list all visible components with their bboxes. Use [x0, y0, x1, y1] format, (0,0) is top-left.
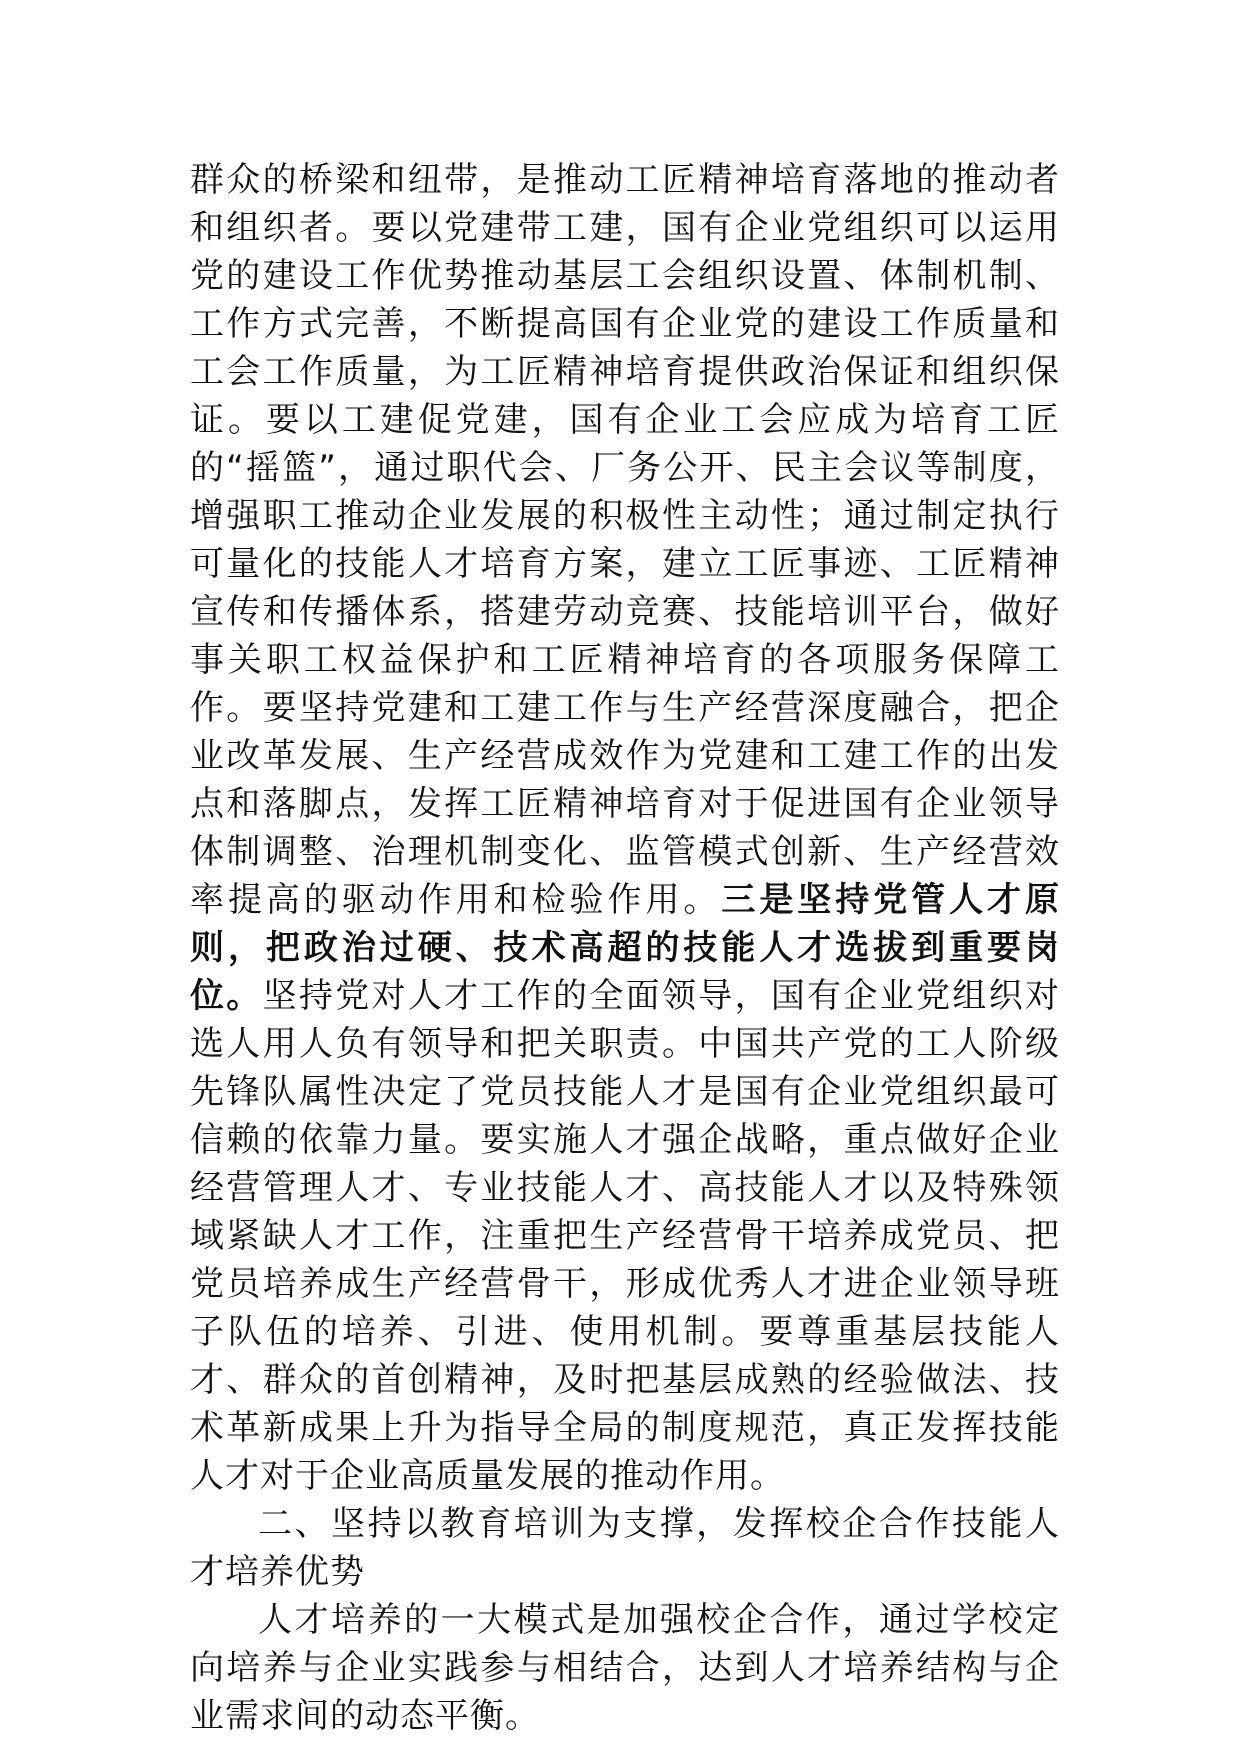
bold-heading-point-three: 三是坚持党管人才原则，把政治过硬、技术高超的技能人才选拔到重要岗位。 [190, 880, 1061, 1016]
document-body [190, 156, 1060, 1740]
body-paragraph-party-talent [190, 156, 1060, 1500]
paragraph-text-part1: 群众的桥梁和纽带，是推动工匠精神培育落地的推动者和组织者。要以党建带工建，国有企业党组织可以运用党的建设工作优势推动基层工会组织设置、体制机制、工作方式完善，不断提高国有企业党的建设工作质量和工会工作质量，为工匠精神培育提供政治保证和组织保证。要以工建促党建，国有企业工会应成为培育工匠的“摇篮”，通过职代会、厂务公开、民主会议等制度，增强职工推动企业发展的积极性主动性；通过制定执行可量化的技能人才培育方案，建立工匠事迹、工匠精神宣传和传播体系，搭建劳动竞赛、技能培训平台，做好事关职工权益保护和工匠精神培育的各项服务保障工作。要坚持党建和工建工作与生产经营深度融合，把企业改革发展、生产经营成效作为党建和工建工作的出发点和落脚点，发挥工匠精神培育对于促进国有企业领导体制调整、治理机制变化、监管模式创新、生产经营效率提高的驱动作用和检验作用。 [190, 160, 1060, 920]
paragraph-text-part2: 坚持党对人才工作的全面领导，国有企业党组织对选人用人负有领导和把关职责。中国共产党的工人阶级先锋队属性决定了党员技能人才是国有企业党组织最可信赖的依靠力量。要实施人才强企战略，重点做好企业经营管理人才、专业技能人才、高技能人才以及特殊领域紧缺人才工作，注重把生产经营骨干培养成党员、把党员培养成生产经营骨干，形成优秀人才进企业领导班子队伍的培养、引进、使用机制。要尊重基层技能人才、群众的首创精神，及时把基层成熟的经验做法、技术革新成果上升为指导全局的制度规范，真正发挥技能人才对于企业高质量发展的推动作用。 [190, 976, 1060, 1496]
body-paragraph-school-enterprise: 人才培养的一大模式是加强校企合作，通过学校定向培养与企业实践参与相结合，达到人才培养结构与企业需求间的动态平衡。 [190, 1600, 1060, 1736]
section-heading-two: 二、坚持以教育培训为支撑，发挥校企合作技能人才培养优势 [190, 1504, 1060, 1592]
